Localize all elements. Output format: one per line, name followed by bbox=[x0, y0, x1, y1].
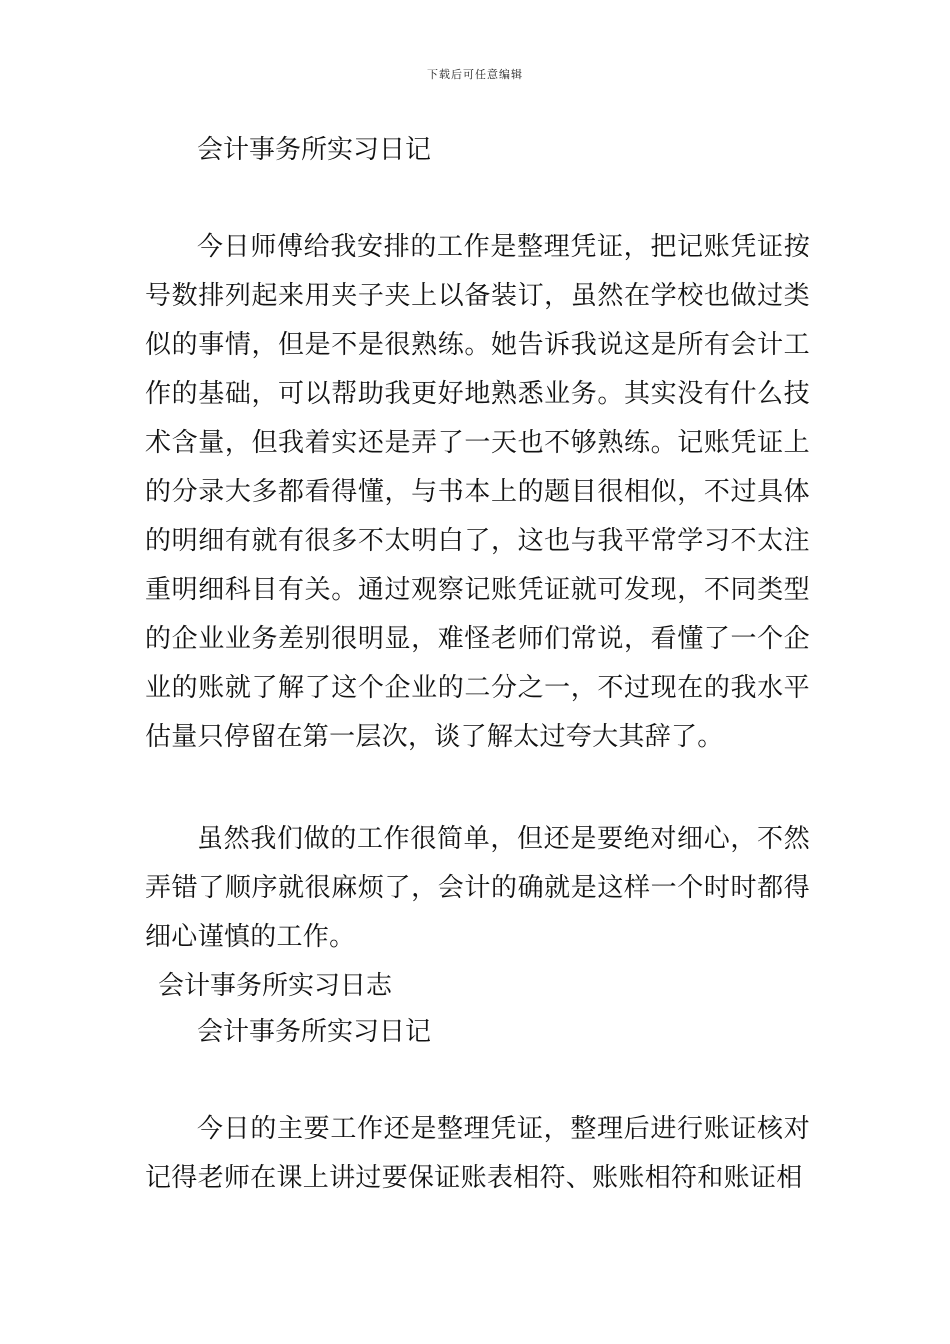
paragraph-3: 今日的主要工作还是整理凭证，整理后进行账证核对记得老师在课上讲过要保证账表相符、账账相符和账证相 bbox=[145, 1114, 810, 1193]
page-header: 下载后可任意编辑 bbox=[427, 68, 523, 81]
diary-title-1: 会计事务所实习日记 bbox=[197, 135, 432, 165]
spacer bbox=[145, 172, 810, 223]
paragraph-1: 今日师傅给我安排的工作是整理凭证，把记账凭证按号数排列起来用夹子夹上以备装订，虽然在学校也做过类似的事情，但是不是很熟练。她告诉我说这是所有会计工作的基础，可以帮助我更好地熟悉业务。其实没有什么技术含量，但我着实还是弄了一天也不够熟练。记账凭证上的分录大多都看得懂，与书本上的题目很相似，不过具体的明细有就有很多不太明白了，这也与我平常学习不太注重明细科目有关。通过观察记账凭证就可发现，不同类型的企业业务差别很明显，难怪老师们常说，看懂了一个企业的账就了解了这个企业的二分之一，不过现在的我水平估量只停留在第一层次，谈了解太过夸大其辞了。 bbox=[145, 232, 810, 752]
section-title: 会计事务所实习日志 bbox=[158, 971, 393, 1001]
diary-title-2: 会计事务所实习日记 bbox=[197, 1017, 432, 1047]
spacer bbox=[145, 1054, 810, 1105]
document-body bbox=[145, 128, 810, 1203]
paragraph-2: 虽然我们做的工作很简单，但还是要绝对细心，不然弄错了顺序就很麻烦了，会计的确就是这样一个时时都得细心谨慎的工作。 bbox=[145, 824, 810, 952]
spacer bbox=[145, 762, 810, 815]
